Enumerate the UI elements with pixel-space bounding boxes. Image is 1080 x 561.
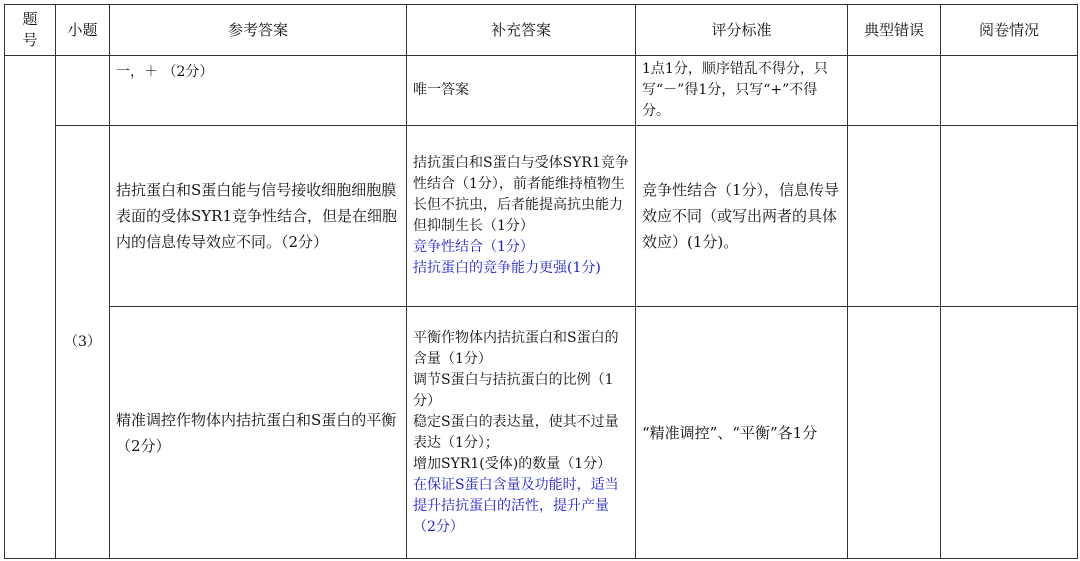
header-sub-question: 小题	[56, 5, 110, 56]
header-question-number: 题 号	[5, 5, 56, 56]
header-scoring-criteria: 评分标准	[636, 5, 848, 56]
scoring-criteria-cell: 1点1分，顺序错乱不得分，只写“－”得1分，只写“+”不得分。	[636, 56, 848, 126]
supplementary-answer-cell: 唯一答案	[407, 56, 636, 126]
typical-errors-cell	[848, 307, 941, 559]
reference-answer-cell: 精准调控作物体内拮抗蛋白和S蛋白的平衡（2分）	[110, 307, 407, 559]
header-typical-errors: 典型错误	[848, 5, 941, 56]
reference-answer-cell: 一，＋ （2分）	[110, 56, 407, 126]
supplementary-answer-cell: 平衡作物体内拮抗蛋白和S蛋白的含量（1分） 调节S蛋白与拮抗蛋白的比例（1分） 稳定S蛋白的表达量，使其不过量表达（1分）； 增加SYR1(受体)的数量（1分） 在保证S蛋白含量及功能时，适当提升拮抗蛋白的活性，提升产量（2分）	[407, 307, 636, 559]
typical-errors-cell	[848, 126, 941, 307]
grading-status-cell	[941, 126, 1078, 307]
supplementary-answer-cell: 拮抗蛋白和S蛋白与受体SYR1竞争性结合（1分），前者能维持植物生长但不抗虫，后者能提高抗虫能力但抑制生长（1分） 竞争性结合（1分） 拮抗蛋白的竞争能力更强(1分)	[407, 126, 636, 307]
scoring-table	[4, 4, 1078, 559]
grading-status-cell	[941, 307, 1078, 559]
reference-answer-cell: 拮抗蛋白和S蛋白能与信号接收细胞细胞膜表面的受体SYR1竞争性结合，但是在细胞内的信息传导效应不同。（2分）	[110, 126, 407, 307]
header-supplementary-answer: 补充答案	[407, 5, 636, 56]
sub-question-cell	[56, 56, 110, 126]
scoring-criteria-cell: 竞争性结合（1分），信息传导效应不同（或写出两者的具体效应）(1分)。	[636, 126, 848, 307]
grading-status-cell	[941, 56, 1078, 126]
table-row	[5, 126, 1078, 307]
sub-question-cell: （3）	[56, 126, 110, 559]
table-row	[5, 307, 1078, 559]
question-number-cell	[5, 56, 56, 559]
table-row	[5, 56, 1078, 126]
header-row	[5, 5, 1078, 56]
header-grading-status: 阅卷情况	[941, 5, 1078, 56]
header-reference-answer: 参考答案	[110, 5, 407, 56]
scoring-criteria-cell: “精准调控”、“平衡”各1分	[636, 307, 848, 559]
typical-errors-cell	[848, 56, 941, 126]
